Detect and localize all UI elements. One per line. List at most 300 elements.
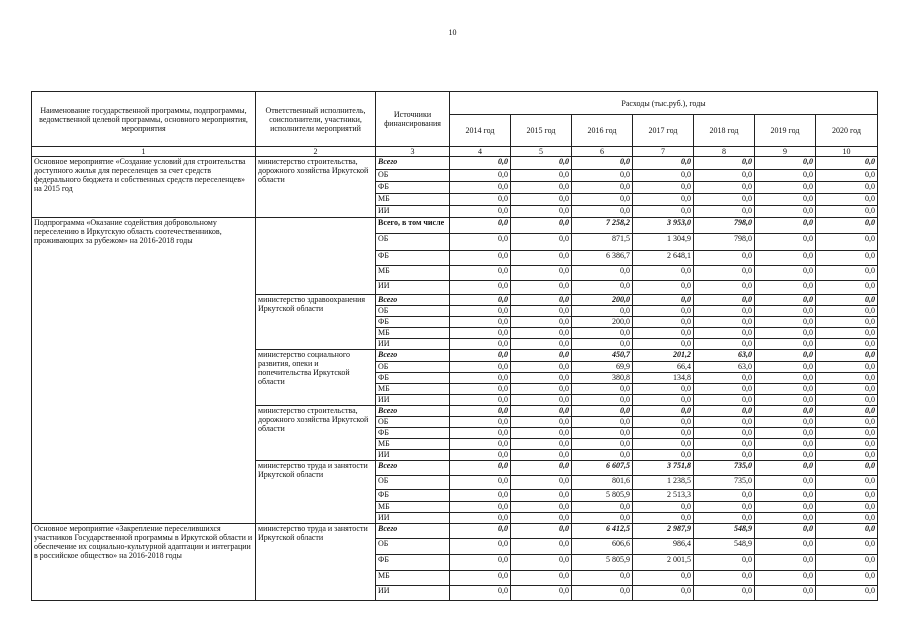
- funding-source: ОБ: [376, 306, 450, 317]
- amount-cell: 0,0: [755, 281, 816, 295]
- amount-cell: 0,0: [511, 502, 572, 513]
- amount-cell: 0,0: [816, 362, 878, 373]
- amount-cell: 0,0: [816, 586, 878, 601]
- amount-cell: 0,0: [755, 295, 816, 306]
- amount-cell: 0,0: [816, 428, 878, 439]
- amount-cell: 0,0: [816, 476, 878, 490]
- amount-cell: 0,0: [694, 502, 755, 513]
- amount-cell: 0,0: [633, 281, 694, 295]
- amount-cell: 0,0: [450, 417, 511, 428]
- column-index: 8: [694, 147, 755, 157]
- amount-cell: 0,0: [694, 571, 755, 586]
- amount-cell: 0,0: [450, 406, 511, 417]
- funding-source: МБ: [376, 571, 450, 586]
- amount-cell: 0,0: [511, 281, 572, 295]
- amount-cell: 0,0: [450, 170, 511, 182]
- amount-cell: 0,0: [633, 571, 694, 586]
- amount-cell: 0,0: [450, 251, 511, 266]
- amount-cell: 0,0: [572, 406, 633, 417]
- amount-cell: 986,4: [633, 539, 694, 555]
- amount-cell: 0,0: [572, 417, 633, 428]
- amount-cell: 0,0: [511, 206, 572, 218]
- amount-cell: 0,0: [633, 306, 694, 317]
- amount-cell: 0,0: [511, 306, 572, 317]
- amount-cell: 0,0: [511, 406, 572, 417]
- amount-cell: 0,0: [572, 328, 633, 339]
- amount-cell: 0,0: [450, 206, 511, 218]
- amount-cell: 0,0: [755, 539, 816, 555]
- amount-cell: 0,0: [694, 251, 755, 266]
- amount-cell: 0,0: [694, 281, 755, 295]
- funding-source: ИИ: [376, 450, 450, 461]
- executor: министерство социального развития, опеки и попечительства Иркутской области: [256, 350, 376, 406]
- amount-cell: 6 607,5: [572, 461, 633, 476]
- amount-cell: 0,0: [694, 206, 755, 218]
- amount-cell: 0,0: [450, 373, 511, 384]
- amount-cell: 735,0: [694, 461, 755, 476]
- amount-cell: 0,0: [633, 384, 694, 395]
- amount-cell: 0,0: [755, 157, 816, 170]
- header-name-column: Наименование государственной программы, подпрограммы, ведомственной целевой программы, основного мероприятия, мероприятия: [32, 92, 256, 147]
- amount-cell: 0,0: [816, 384, 878, 395]
- column-index: 9: [755, 147, 816, 157]
- header-year: 2018 год: [694, 115, 755, 147]
- funding-source: ИИ: [376, 339, 450, 350]
- amount-cell: 0,0: [511, 295, 572, 306]
- amount-cell: 0,0: [633, 206, 694, 218]
- column-index: 3: [376, 147, 450, 157]
- funding-source: Всего: [376, 406, 450, 417]
- amount-cell: 0,0: [572, 502, 633, 513]
- amount-cell: 0,0: [511, 328, 572, 339]
- amount-cell: 0,0: [511, 586, 572, 601]
- amount-cell: 0,0: [572, 571, 633, 586]
- funding-source: МБ: [376, 384, 450, 395]
- amount-cell: 0,0: [511, 571, 572, 586]
- amount-cell: 0,0: [511, 218, 572, 234]
- funding-source: Всего: [376, 461, 450, 476]
- amount-cell: 0,0: [633, 502, 694, 513]
- amount-cell: 0,0: [572, 182, 633, 194]
- funding-source: ОБ: [376, 476, 450, 490]
- amount-cell: 0,0: [450, 555, 511, 571]
- amount-cell: 0,0: [572, 206, 633, 218]
- amount-cell: 0,0: [816, 218, 878, 234]
- amount-cell: 0,0: [755, 395, 816, 406]
- amount-cell: 0,0: [755, 306, 816, 317]
- amount-cell: 0,0: [633, 157, 694, 170]
- funding-source: Всего: [376, 350, 450, 362]
- amount-cell: 0,0: [450, 490, 511, 502]
- column-index: 2: [256, 147, 376, 157]
- amount-cell: 0,0: [633, 317, 694, 328]
- amount-cell: 0,0: [816, 490, 878, 502]
- funding-source: МБ: [376, 328, 450, 339]
- amount-cell: 0,0: [633, 586, 694, 601]
- amount-cell: 0,0: [816, 439, 878, 450]
- amount-cell: 0,0: [572, 266, 633, 281]
- amount-cell: 0,0: [511, 428, 572, 439]
- amount-cell: 0,0: [755, 362, 816, 373]
- amount-cell: 0,0: [816, 266, 878, 281]
- total-row: [32, 157, 878, 170]
- amount-cell: 798,0: [694, 218, 755, 234]
- amount-cell: 63,0: [694, 350, 755, 362]
- header-expenses: Расходы (тыс.руб.), годы: [450, 92, 878, 115]
- amount-cell: 0,0: [572, 384, 633, 395]
- amount-cell: 735,0: [694, 476, 755, 490]
- amount-cell: 0,0: [572, 513, 633, 524]
- amount-cell: 0,0: [633, 266, 694, 281]
- amount-cell: 0,0: [694, 170, 755, 182]
- amount-cell: 0,0: [450, 439, 511, 450]
- amount-cell: 0,0: [511, 555, 572, 571]
- amount-cell: 0,0: [816, 170, 878, 182]
- amount-cell: 6 412,5: [572, 524, 633, 539]
- amount-cell: 0,0: [816, 571, 878, 586]
- amount-cell: 0,0: [511, 373, 572, 384]
- amount-cell: 0,0: [755, 384, 816, 395]
- funding-source: ФБ: [376, 490, 450, 502]
- amount-cell: 0,0: [694, 339, 755, 350]
- amount-cell: 0,0: [450, 502, 511, 513]
- amount-cell: 0,0: [633, 450, 694, 461]
- amount-cell: 0,0: [633, 182, 694, 194]
- amount-cell: 0,0: [511, 395, 572, 406]
- amount-cell: 0,0: [633, 328, 694, 339]
- funding-source: ОБ: [376, 539, 450, 555]
- amount-cell: 0,0: [450, 306, 511, 317]
- amount-cell: 0,0: [816, 295, 878, 306]
- amount-cell: 0,0: [816, 350, 878, 362]
- amount-cell: 0,0: [694, 406, 755, 417]
- amount-cell: 380,8: [572, 373, 633, 384]
- funding-source: Всего: [376, 157, 450, 170]
- amount-cell: 0,0: [511, 417, 572, 428]
- amount-cell: 0,0: [511, 266, 572, 281]
- header-year: 2017 год: [633, 115, 694, 147]
- amount-cell: 0,0: [511, 339, 572, 350]
- amount-cell: 0,0: [511, 194, 572, 206]
- measure-name: Основное мероприятие «Создание условий для строительства доступного жилья для переселенцев за счет средств федерального бюджета и собственных средств переселенцев» на 2015 год: [32, 157, 256, 218]
- amount-cell: 0,0: [755, 251, 816, 266]
- amount-cell: 0,0: [511, 170, 572, 182]
- amount-cell: 0,0: [450, 182, 511, 194]
- amount-cell: 0,0: [694, 555, 755, 571]
- funding-source: Всего: [376, 295, 450, 306]
- amount-cell: 0,0: [816, 417, 878, 428]
- amount-cell: 0,0: [694, 428, 755, 439]
- amount-cell: 0,0: [633, 194, 694, 206]
- amount-cell: 0,0: [816, 524, 878, 539]
- amount-cell: 0,0: [694, 513, 755, 524]
- total-row: [32, 218, 878, 234]
- amount-cell: 0,0: [572, 439, 633, 450]
- amount-cell: 0,0: [816, 194, 878, 206]
- table-body: [32, 157, 878, 601]
- amount-cell: 0,0: [572, 194, 633, 206]
- amount-cell: 0,0: [755, 206, 816, 218]
- amount-cell: 0,0: [572, 281, 633, 295]
- amount-cell: 1 238,5: [633, 476, 694, 490]
- amount-cell: 0,0: [755, 490, 816, 502]
- amount-cell: 0,0: [572, 306, 633, 317]
- funding-source: ИИ: [376, 395, 450, 406]
- amount-cell: 798,0: [694, 234, 755, 251]
- amount-cell: 0,0: [450, 395, 511, 406]
- amount-cell: 0,0: [755, 450, 816, 461]
- amount-cell: 0,0: [816, 339, 878, 350]
- funding-source: МБ: [376, 439, 450, 450]
- amount-cell: 0,0: [694, 182, 755, 194]
- amount-cell: 0,0: [694, 384, 755, 395]
- header-year: 2019 год: [755, 115, 816, 147]
- amount-cell: 134,8: [633, 373, 694, 384]
- funding-source: Всего: [376, 524, 450, 539]
- amount-cell: 0,0: [755, 524, 816, 539]
- funding-source: ФБ: [376, 555, 450, 571]
- amount-cell: 0,0: [816, 182, 878, 194]
- amount-cell: 66,4: [633, 362, 694, 373]
- amount-cell: 0,0: [755, 317, 816, 328]
- amount-cell: 0,0: [511, 539, 572, 555]
- amount-cell: 606,6: [572, 539, 633, 555]
- amount-cell: 0,0: [511, 182, 572, 194]
- funding-source: Всего, в том числе: [376, 218, 450, 234]
- amount-cell: 0,0: [816, 513, 878, 524]
- amount-cell: 0,0: [572, 428, 633, 439]
- amount-cell: 5 805,9: [572, 490, 633, 502]
- expenditure-table: [31, 91, 878, 601]
- amount-cell: 0,0: [511, 317, 572, 328]
- funding-source: ФБ: [376, 251, 450, 266]
- amount-cell: 0,0: [816, 502, 878, 513]
- amount-cell: 0,0: [694, 157, 755, 170]
- amount-cell: 0,0: [816, 555, 878, 571]
- amount-cell: 0,0: [755, 502, 816, 513]
- column-index-row: [32, 147, 878, 157]
- amount-cell: 0,0: [511, 251, 572, 266]
- amount-cell: 0,0: [511, 157, 572, 170]
- amount-cell: 0,0: [755, 328, 816, 339]
- header-year: 2015 год: [511, 115, 572, 147]
- amount-cell: 0,0: [816, 317, 878, 328]
- amount-cell: 0,0: [450, 524, 511, 539]
- amount-cell: 0,0: [450, 362, 511, 373]
- funding-source: ОБ: [376, 417, 450, 428]
- amount-cell: 0,0: [450, 194, 511, 206]
- amount-cell: 0,0: [450, 350, 511, 362]
- amount-cell: 548,9: [694, 539, 755, 555]
- amount-cell: 0,0: [816, 373, 878, 384]
- amount-cell: 0,0: [816, 306, 878, 317]
- header-year: 2016 год: [572, 115, 633, 147]
- amount-cell: 0,0: [816, 157, 878, 170]
- amount-cell: 0,0: [450, 476, 511, 490]
- funding-source: ФБ: [376, 428, 450, 439]
- amount-cell: 0,0: [450, 218, 511, 234]
- amount-cell: 0,0: [450, 328, 511, 339]
- amount-cell: 0,0: [511, 490, 572, 502]
- amount-cell: 0,0: [755, 461, 816, 476]
- amount-cell: 0,0: [450, 317, 511, 328]
- amount-cell: 0,0: [694, 295, 755, 306]
- amount-cell: 0,0: [450, 157, 511, 170]
- amount-cell: 63,0: [694, 362, 755, 373]
- amount-cell: 0,0: [694, 373, 755, 384]
- amount-cell: 0,0: [572, 339, 633, 350]
- amount-cell: 0,0: [694, 328, 755, 339]
- amount-cell: 3 751,8: [633, 461, 694, 476]
- amount-cell: 1 304,9: [633, 234, 694, 251]
- amount-cell: 0,0: [816, 328, 878, 339]
- executor: министерство труда и занятости Иркутской области: [256, 461, 376, 524]
- amount-cell: 0,0: [633, 339, 694, 350]
- amount-cell: 0,0: [755, 182, 816, 194]
- executor: министерство здравоохранения Иркутской области: [256, 295, 376, 350]
- amount-cell: 2 648,1: [633, 251, 694, 266]
- funding-source: МБ: [376, 502, 450, 513]
- funding-source: ФБ: [376, 182, 450, 194]
- measure-name: Основное мероприятие «Закрепление переселившихся участников Государственной программы в Иркутской области и обеспечение их социально-культурной адаптации и интеграции в российское общество» на 2016-2018 годы: [32, 524, 256, 601]
- amount-cell: 0,0: [511, 476, 572, 490]
- amount-cell: 0,0: [755, 373, 816, 384]
- amount-cell: 0,0: [816, 395, 878, 406]
- amount-cell: 69,9: [572, 362, 633, 373]
- amount-cell: 0,0: [694, 266, 755, 281]
- funding-source: ФБ: [376, 373, 450, 384]
- amount-cell: 0,0: [755, 194, 816, 206]
- header-source-column: Источники финансирования: [376, 92, 450, 147]
- funding-source: ОБ: [376, 362, 450, 373]
- amount-cell: 0,0: [755, 476, 816, 490]
- amount-cell: 0,0: [633, 417, 694, 428]
- funding-source: ОБ: [376, 170, 450, 182]
- measure-name: Подпрограмма «Оказание содействия добровольному переселению в Иркутскую область соотечественников, проживающих за рубежом» на 2016-2018 годы: [32, 218, 256, 524]
- amount-cell: 0,0: [450, 571, 511, 586]
- amount-cell: 0,0: [511, 524, 572, 539]
- amount-cell: 2 513,3: [633, 490, 694, 502]
- amount-cell: 201,2: [633, 350, 694, 362]
- amount-cell: 0,0: [450, 281, 511, 295]
- amount-cell: 548,9: [694, 524, 755, 539]
- amount-cell: 0,0: [816, 251, 878, 266]
- column-index: 7: [633, 147, 694, 157]
- amount-cell: 0,0: [450, 539, 511, 555]
- amount-cell: 0,0: [755, 571, 816, 586]
- header-year: 2020 год: [816, 115, 878, 147]
- amount-cell: 0,0: [755, 439, 816, 450]
- amount-cell: 0,0: [572, 157, 633, 170]
- amount-cell: 0,0: [755, 513, 816, 524]
- column-index: 4: [450, 147, 511, 157]
- amount-cell: 0,0: [755, 428, 816, 439]
- amount-cell: 0,0: [816, 206, 878, 218]
- header-executor-column: Ответственный исполнитель, соисполнители, участники, исполнители мероприятий: [256, 92, 376, 147]
- amount-cell: 0,0: [511, 439, 572, 450]
- amount-cell: 0,0: [450, 234, 511, 251]
- amount-cell: 0,0: [755, 350, 816, 362]
- amount-cell: 871,5: [572, 234, 633, 251]
- amount-cell: 0,0: [511, 362, 572, 373]
- amount-cell: 2 987,9: [633, 524, 694, 539]
- amount-cell: 0,0: [633, 395, 694, 406]
- amount-cell: 801,6: [572, 476, 633, 490]
- amount-cell: 0,0: [450, 586, 511, 601]
- total-row: [32, 524, 878, 539]
- amount-cell: 0,0: [694, 194, 755, 206]
- amount-cell: 0,0: [450, 428, 511, 439]
- funding-source: ИИ: [376, 281, 450, 295]
- amount-cell: 6 386,7: [572, 251, 633, 266]
- amount-cell: 2 001,5: [633, 555, 694, 571]
- amount-cell: 0,0: [755, 586, 816, 601]
- amount-cell: 0,0: [694, 395, 755, 406]
- executor: министерство строительства, дорожного хозяйства Иркутской области: [256, 157, 376, 218]
- amount-cell: 200,0: [572, 295, 633, 306]
- funding-source: ФБ: [376, 317, 450, 328]
- amount-cell: 0,0: [755, 417, 816, 428]
- amount-cell: 200,0: [572, 317, 633, 328]
- amount-cell: 0,0: [816, 406, 878, 417]
- amount-cell: 0,0: [450, 339, 511, 350]
- amount-cell: 0,0: [755, 555, 816, 571]
- amount-cell: 0,0: [633, 406, 694, 417]
- amount-cell: 0,0: [694, 586, 755, 601]
- amount-cell: 5 805,9: [572, 555, 633, 571]
- funding-source: МБ: [376, 194, 450, 206]
- amount-cell: 0,0: [633, 295, 694, 306]
- header-year: 2014 год: [450, 115, 511, 147]
- page-number: 10: [448, 28, 457, 37]
- amount-cell: 0,0: [572, 450, 633, 461]
- amount-cell: 0,0: [755, 406, 816, 417]
- amount-cell: 0,0: [450, 266, 511, 281]
- amount-cell: 0,0: [694, 317, 755, 328]
- funding-source: ИИ: [376, 513, 450, 524]
- amount-cell: 0,0: [572, 586, 633, 601]
- amount-cell: 0,0: [511, 384, 572, 395]
- amount-cell: 0,0: [755, 234, 816, 251]
- amount-cell: 0,0: [572, 395, 633, 406]
- executor: министерство строительства, дорожного хозяйства Иркутской области: [256, 406, 376, 461]
- amount-cell: 0,0: [633, 428, 694, 439]
- amount-cell: 0,0: [816, 281, 878, 295]
- amount-cell: 0,0: [694, 450, 755, 461]
- amount-cell: 0,0: [816, 450, 878, 461]
- amount-cell: 0,0: [450, 384, 511, 395]
- amount-cell: 0,0: [694, 490, 755, 502]
- executor: [256, 218, 376, 295]
- amount-cell: 0,0: [450, 450, 511, 461]
- executor: министерство труда и занятости Иркутской области: [256, 524, 376, 601]
- amount-cell: 0,0: [633, 170, 694, 182]
- amount-cell: 0,0: [511, 513, 572, 524]
- funding-source: ОБ: [376, 234, 450, 251]
- funding-source: ИИ: [376, 586, 450, 601]
- amount-cell: 3 953,0: [633, 218, 694, 234]
- funding-source: ИИ: [376, 206, 450, 218]
- column-index: 1: [32, 147, 256, 157]
- funding-source: МБ: [376, 266, 450, 281]
- amount-cell: 450,7: [572, 350, 633, 362]
- amount-cell: 0,0: [633, 513, 694, 524]
- amount-cell: 0,0: [816, 461, 878, 476]
- amount-cell: 7 258,2: [572, 218, 633, 234]
- amount-cell: 0,0: [755, 170, 816, 182]
- column-index: 6: [572, 147, 633, 157]
- amount-cell: 0,0: [572, 170, 633, 182]
